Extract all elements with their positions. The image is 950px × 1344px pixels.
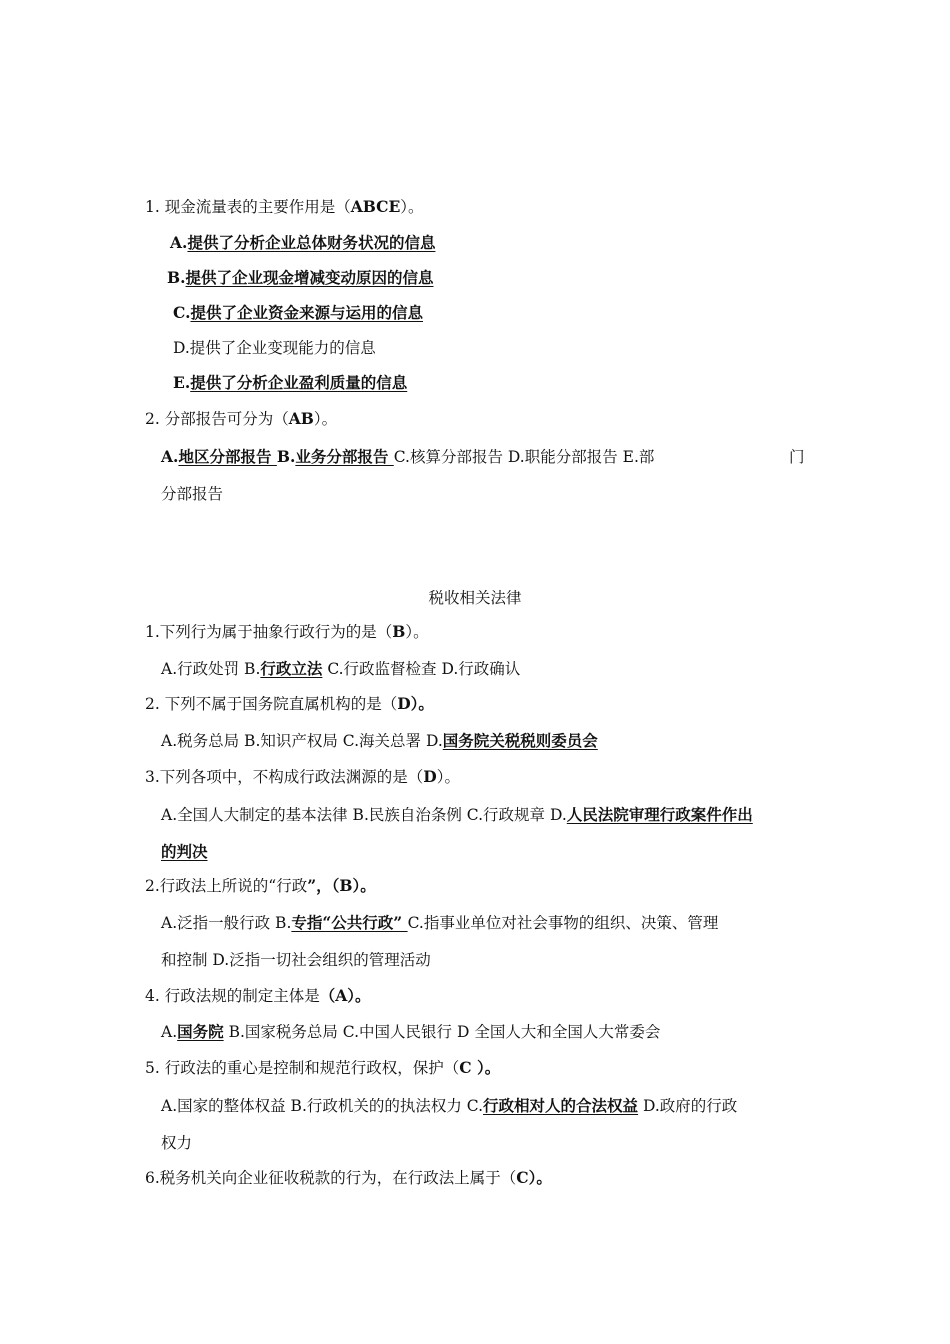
- option-e: [173, 373, 407, 393]
- question-stem: 1. 现金流量表的主要作用是（: [145, 198, 351, 216]
- question-stem: 1.下列行为属于抽象行政行为的是（: [145, 623, 393, 641]
- law-question-5: [145, 986, 371, 1006]
- option-text: A.税务总局 B.知识产权局 C.海关总署 D.: [161, 732, 443, 750]
- option-text: 提供了分析企业总体财务状况的信息: [187, 233, 436, 252]
- option-d: D.提供了企业变现能力的信息: [173, 339, 376, 357]
- law-question-1: [145, 622, 429, 642]
- option-text: 提供了企业资金来源与运用的信息: [190, 303, 423, 322]
- question-end: ）。: [347, 986, 371, 1005]
- option-text: A.: [161, 1023, 178, 1041]
- law-question-5-options: [161, 1022, 660, 1042]
- option-text: A.国家的整体权益 B.行政机关的的执法权力 C.: [161, 1097, 484, 1115]
- option-text: A.行政处罚 B.: [161, 660, 261, 678]
- option-letter: B.: [167, 268, 186, 287]
- law-question-3: [145, 767, 460, 787]
- question-1: [145, 197, 424, 217]
- law-question-1-options: [161, 659, 520, 679]
- option-letter: C.: [173, 303, 191, 322]
- option-answer: 业务分部报告: [295, 447, 394, 466]
- law-question-6: [145, 1058, 500, 1078]
- option-text: C.行政监督检查 D.行政确认: [322, 660, 521, 678]
- law-question-2: [145, 694, 434, 714]
- option-text: B.国家税务总局 C.中国人民银行 D 全国人大和全国人大常委会: [223, 1023, 661, 1041]
- option-answer: 行政相对人的合法权益: [483, 1096, 639, 1115]
- option-answer: 国务院: [177, 1022, 224, 1041]
- option-wrap-char: 门: [789, 448, 805, 466]
- option-wrap: 和控制 D.泛指一切社会组织的管理活动: [161, 951, 431, 969]
- question-stem: 2.行政法上所说的“行政: [145, 877, 308, 895]
- question-end: ）。: [410, 694, 434, 713]
- question-end: ）。: [528, 1168, 552, 1187]
- option-answer-wrap: 的判决: [161, 842, 208, 861]
- question-answer: D: [423, 767, 437, 786]
- question-stem: 5. 行政法的重心是控制和规范行政权，保护（: [145, 1059, 460, 1077]
- question-answer: D: [397, 694, 411, 713]
- option-wrap: 权力: [161, 1134, 193, 1152]
- question-end: ）。: [476, 1058, 501, 1077]
- question-end: ）。: [436, 768, 461, 786]
- option-b: [167, 268, 434, 288]
- question-end: ）。: [313, 410, 338, 428]
- question-stem: ”，（: [307, 876, 340, 895]
- option-text: A.泛指一般行政 B.: [161, 914, 292, 932]
- law-question-3-options: [161, 805, 753, 825]
- question-stem: 2. 分部报告可分为（: [145, 410, 289, 428]
- law-question-7: [145, 1168, 552, 1188]
- question-end: ）。: [400, 198, 424, 216]
- option-answer: 人民法院审理行政案件作出: [566, 805, 753, 824]
- option-text: C.核算分部报告 D.职能分部报告 E.部: [393, 448, 655, 466]
- option-wrap: 分部报告: [161, 485, 224, 503]
- question-end: ）。: [405, 623, 429, 641]
- section-title: 税收相关法律: [428, 589, 522, 607]
- option-text: D.政府的行政: [638, 1097, 738, 1115]
- question-answer: A: [335, 986, 348, 1005]
- option-answer: 国务院关税税则委员会: [442, 731, 598, 750]
- question-stem: 6.税务机关向企业征收税款的行为，在行政法上属于（: [145, 1169, 517, 1187]
- question-answer: C: [516, 1168, 529, 1187]
- option-answer: 地区分部报告: [178, 447, 277, 466]
- option-answer: 行政立法: [260, 659, 323, 678]
- law-question-6-options: [161, 1096, 737, 1116]
- question-2: [145, 409, 337, 429]
- option-text: 提供了分析企业盈利质量的信息: [190, 373, 408, 392]
- law-question-4-options: [161, 913, 718, 933]
- option-text: A.全国人大制定的基本法律 B.民族自治条例 C.行政规章 D.: [161, 806, 567, 824]
- question-answer: ABCE: [350, 197, 401, 216]
- option-letter: E.: [173, 373, 191, 392]
- question-answer: B: [339, 876, 353, 895]
- option-letter: A.: [161, 447, 179, 466]
- option-letter: B.: [276, 447, 296, 466]
- option-c: [173, 303, 423, 323]
- question-answer: AB: [288, 409, 314, 428]
- question-stem: 4. 行政法规的制定主体是: [145, 987, 320, 1005]
- option-a: [170, 233, 435, 253]
- option-text: C.指事业单位对社会事物的组织、决策、管理: [407, 914, 719, 932]
- law-question-4: [145, 876, 376, 896]
- option-text: 提供了企业现金增减变动原因的信息: [185, 268, 434, 287]
- option-letter: A.: [170, 233, 188, 252]
- question-open: （: [319, 986, 336, 1005]
- question-answer: B: [392, 622, 406, 641]
- law-question-2-options: [161, 731, 598, 751]
- question-answer: C: [459, 1058, 477, 1077]
- question-2-options: [161, 447, 654, 467]
- question-end: ）。: [352, 876, 376, 895]
- question-stem: 2. 下列不属于国务院直属机构的是（: [145, 695, 398, 713]
- question-stem: 3.下列各项中，不构成行政法渊源的是（: [145, 768, 424, 786]
- option-answer: 专指“公共行政”: [291, 913, 408, 932]
